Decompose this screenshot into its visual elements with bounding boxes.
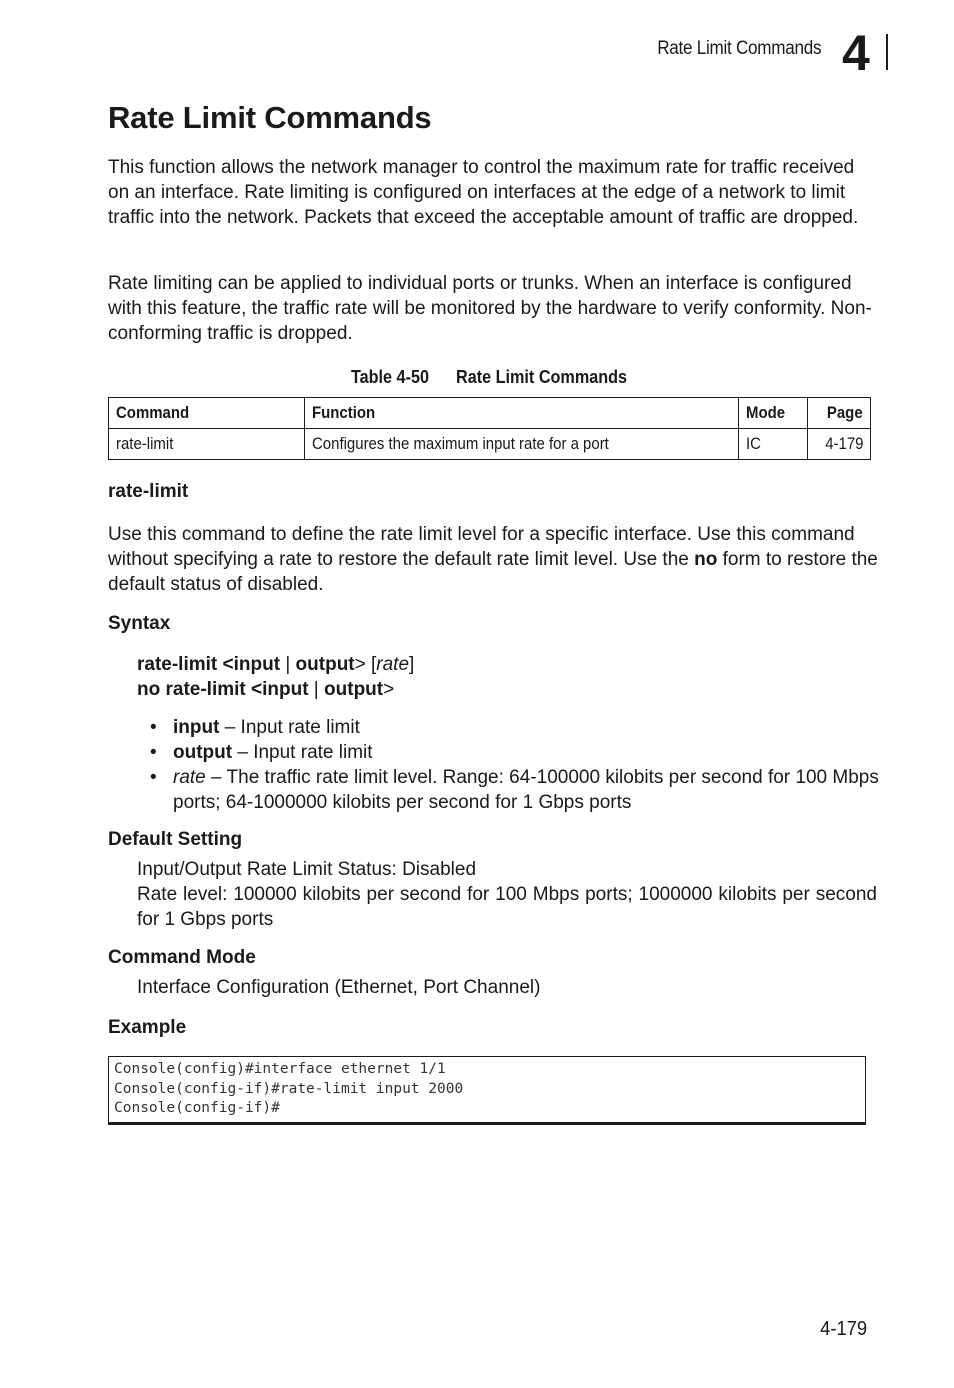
page-number: 4-179	[819, 1318, 867, 1340]
table-caption-number: Table 4-50	[350, 367, 429, 387]
syntax-line-1: rate-limit <input | output> [rate]	[137, 654, 415, 675]
chapter-number: 4	[842, 25, 870, 81]
default-setting-line-1: Input/Output Rate Limit Status: Disabled	[137, 859, 477, 880]
table-header-cell: Function	[305, 398, 739, 429]
table-cell: rate-limit	[109, 429, 305, 460]
code-line: Console(config-if)#rate-limit input 2000	[114, 1080, 464, 1097]
code-line: Console(config-if)#	[114, 1100, 280, 1116]
table-caption-title: Rate Limit Commands	[456, 367, 628, 387]
command-heading: rate-limit	[108, 481, 189, 502]
code-line: Console(config)#interface ethernet 1/1	[114, 1061, 446, 1077]
list-item: • rate – The traffic rate limit level. Range: 64-100000 kilobits per second for 100 Mbps ports; 64-1000000 kilobits per second for 1 Gbps ports	[150, 765, 880, 815]
list-item: • input – Input rate limit	[150, 715, 880, 740]
table-cell: Configures the maximum input rate for a port	[305, 429, 739, 460]
running-header-title: Rate Limit Commands	[656, 38, 821, 59]
command-mode-heading: Command Mode	[108, 947, 256, 968]
default-setting-heading: Default Setting	[108, 829, 243, 850]
table-cell: 4-179	[808, 429, 871, 460]
table-header-cell: Page	[808, 398, 871, 429]
list-item: • output – Input rate limit	[150, 740, 880, 765]
syntax-line-2: no rate-limit <input | output>	[137, 679, 395, 700]
page-title: Rate Limit Commands	[108, 100, 432, 135]
table-cell: IC	[739, 429, 808, 460]
default-setting-line-2: Rate level: 100000 kilobits per second for 100 Mbps ports; 1000000 kilobits per second for 1 Gbps ports	[137, 884, 877, 930]
example-code-block	[108, 1056, 866, 1123]
command-mode-text: Interface Configuration (Ethernet, Port Channel)	[137, 977, 541, 998]
intro-paragraph-2: Rate limiting can be applied to individual ports or trunks. When an interface is configured with this feature, the traffic rate will be monitored by the hardware to verify conformity. Non-conforming traffic is dropped.	[108, 273, 872, 344]
rate-limit-commands-table	[108, 397, 871, 460]
table-header-cell: Mode	[739, 398, 808, 429]
table-header-row	[109, 398, 871, 429]
table-header-cell: Command	[109, 398, 305, 429]
chapter-divider	[886, 34, 888, 70]
command-description: Use this command to define the rate limit level for a specific interface. Use this command without specifying a rate to restore the default rate limit level. Use the no form to restore the default status of disabled.	[108, 524, 878, 595]
intro-paragraph-1: This function allows the network manager to control the maximum rate for traffic received on an interface. Rate limiting is configured on interfaces at the edge of a network to limit traffic into the network. Packets that exceed the acceptable amount of traffic are dropped.	[108, 157, 859, 228]
table-row	[109, 429, 871, 460]
syntax-heading: Syntax	[108, 613, 171, 634]
parameter-list	[150, 715, 880, 815]
example-heading: Example	[108, 1017, 187, 1038]
table-caption	[146, 367, 832, 388]
